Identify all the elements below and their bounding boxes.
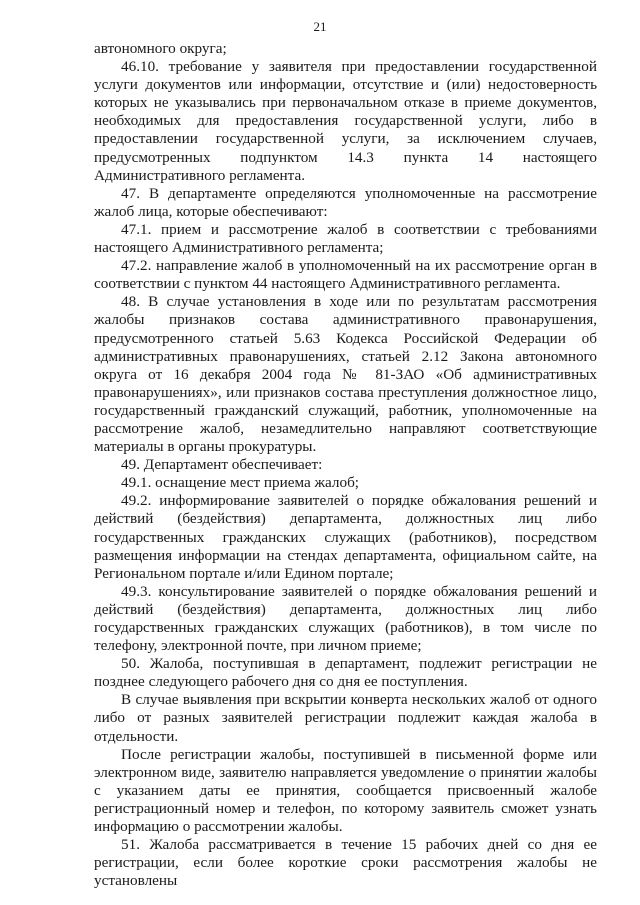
page-number: 21 [313,19,327,34]
document-body [94,40,597,890]
paragraph-46-10: 46.10. требование у заявителя при предоставлении государственной услуги документов или информации, отсутствие и (или) недостоверность которых не указывались при первоначальном отказе в приеме документов, необходимых для предоставления государственной услуги, либо в предоставлении государственной услуги, за исключением случаев, предусмотренных подпунктом 14.3 пункта 14 настоящего Административного регламента. [94,58,597,184]
paragraph-continuation: автономного округа; [94,40,227,57]
paragraph-49-2: 49.2. информирование заявителей о порядке обжалования решений и действий (бездействия) департамента, должностных лиц либо государственных гражданских служащих (работников), посредством размещения информации на стендах департамента, официальном сайте, на Региональном портале и/или Едином портале; [94,492,597,582]
paragraph-47: 47. В департаменте определяются уполномоченные на рассмотрение жалоб лица, которые обеспечивают: [94,184,597,220]
paragraph-49-1: 49.1. оснащение мест приема жалоб; [121,474,360,492]
paragraph-49: 49. Департамент обеспечивает: [121,456,323,474]
paragraph-48: 48. В случае установления в ходе или по результатам рассмотрения жалобы признаков состава административного правонарушения, предусмотренного статьей 5.63 Кодекса Российской Федерации об административных правонарушениях, статьей 2.12 Закона автономного округа от 16 декабря 2004 года № 81-ЗАО «Об административных правонарушениях», или признаков состава преступления должностное лицо, государственный гражданский служащий, работник, уполномоченные на рассмотрение жалоб, незамедлительно направляют соответствующие материалы в органы прокуратуры. [94,293,597,456]
paragraph-47-2: 47.2. направление жалоб в уполномоченный на их рассмотрение орган в соответствии с пунктом 44 настоящего Административного регламента. [94,257,597,293]
paragraph-47-1: 47.1. прием и рассмотрение жалоб в соответствии с требованиями настоящего Административного регламента; [94,220,597,257]
paragraph-51: 51. Жалоба рассматривается в течение 15 рабочих дней со дня ее регистрации, если более короткие сроки рассмотрения жалобы не установлены [94,836,597,890]
paragraph-50-registration-notice: После регистрации жалобы, поступившей в письменной форме или электронном виде, заявителю направляется уведомление о принятии жалобы с указанием даты ее принятия, сообщается присвоенный жалобе регистрационный номер и телефон, по которому заявитель сможет узнать информацию о рассмотрении жалобы. [94,745,597,836]
paragraph-49-3: 49.3. консультирование заявителей о порядке обжалования решений и действий (бездействия) департамента, должностных лиц либо государственных гражданских служащих (работников), в том числе по телефону, электронной почте, при личном приеме; [94,582,597,655]
paragraph-50: 50. Жалоба, поступившая в департамент, подлежит регистрации не позднее следующего рабочего дня со дня ее поступления. [94,655,597,691]
paragraph-50-multiple-complaints: В случае выявления при вскрытии конверта нескольких жалоб от одного либо от разных заявителей регистрации подлежит каждая жалоба в отдельности. [94,691,597,745]
